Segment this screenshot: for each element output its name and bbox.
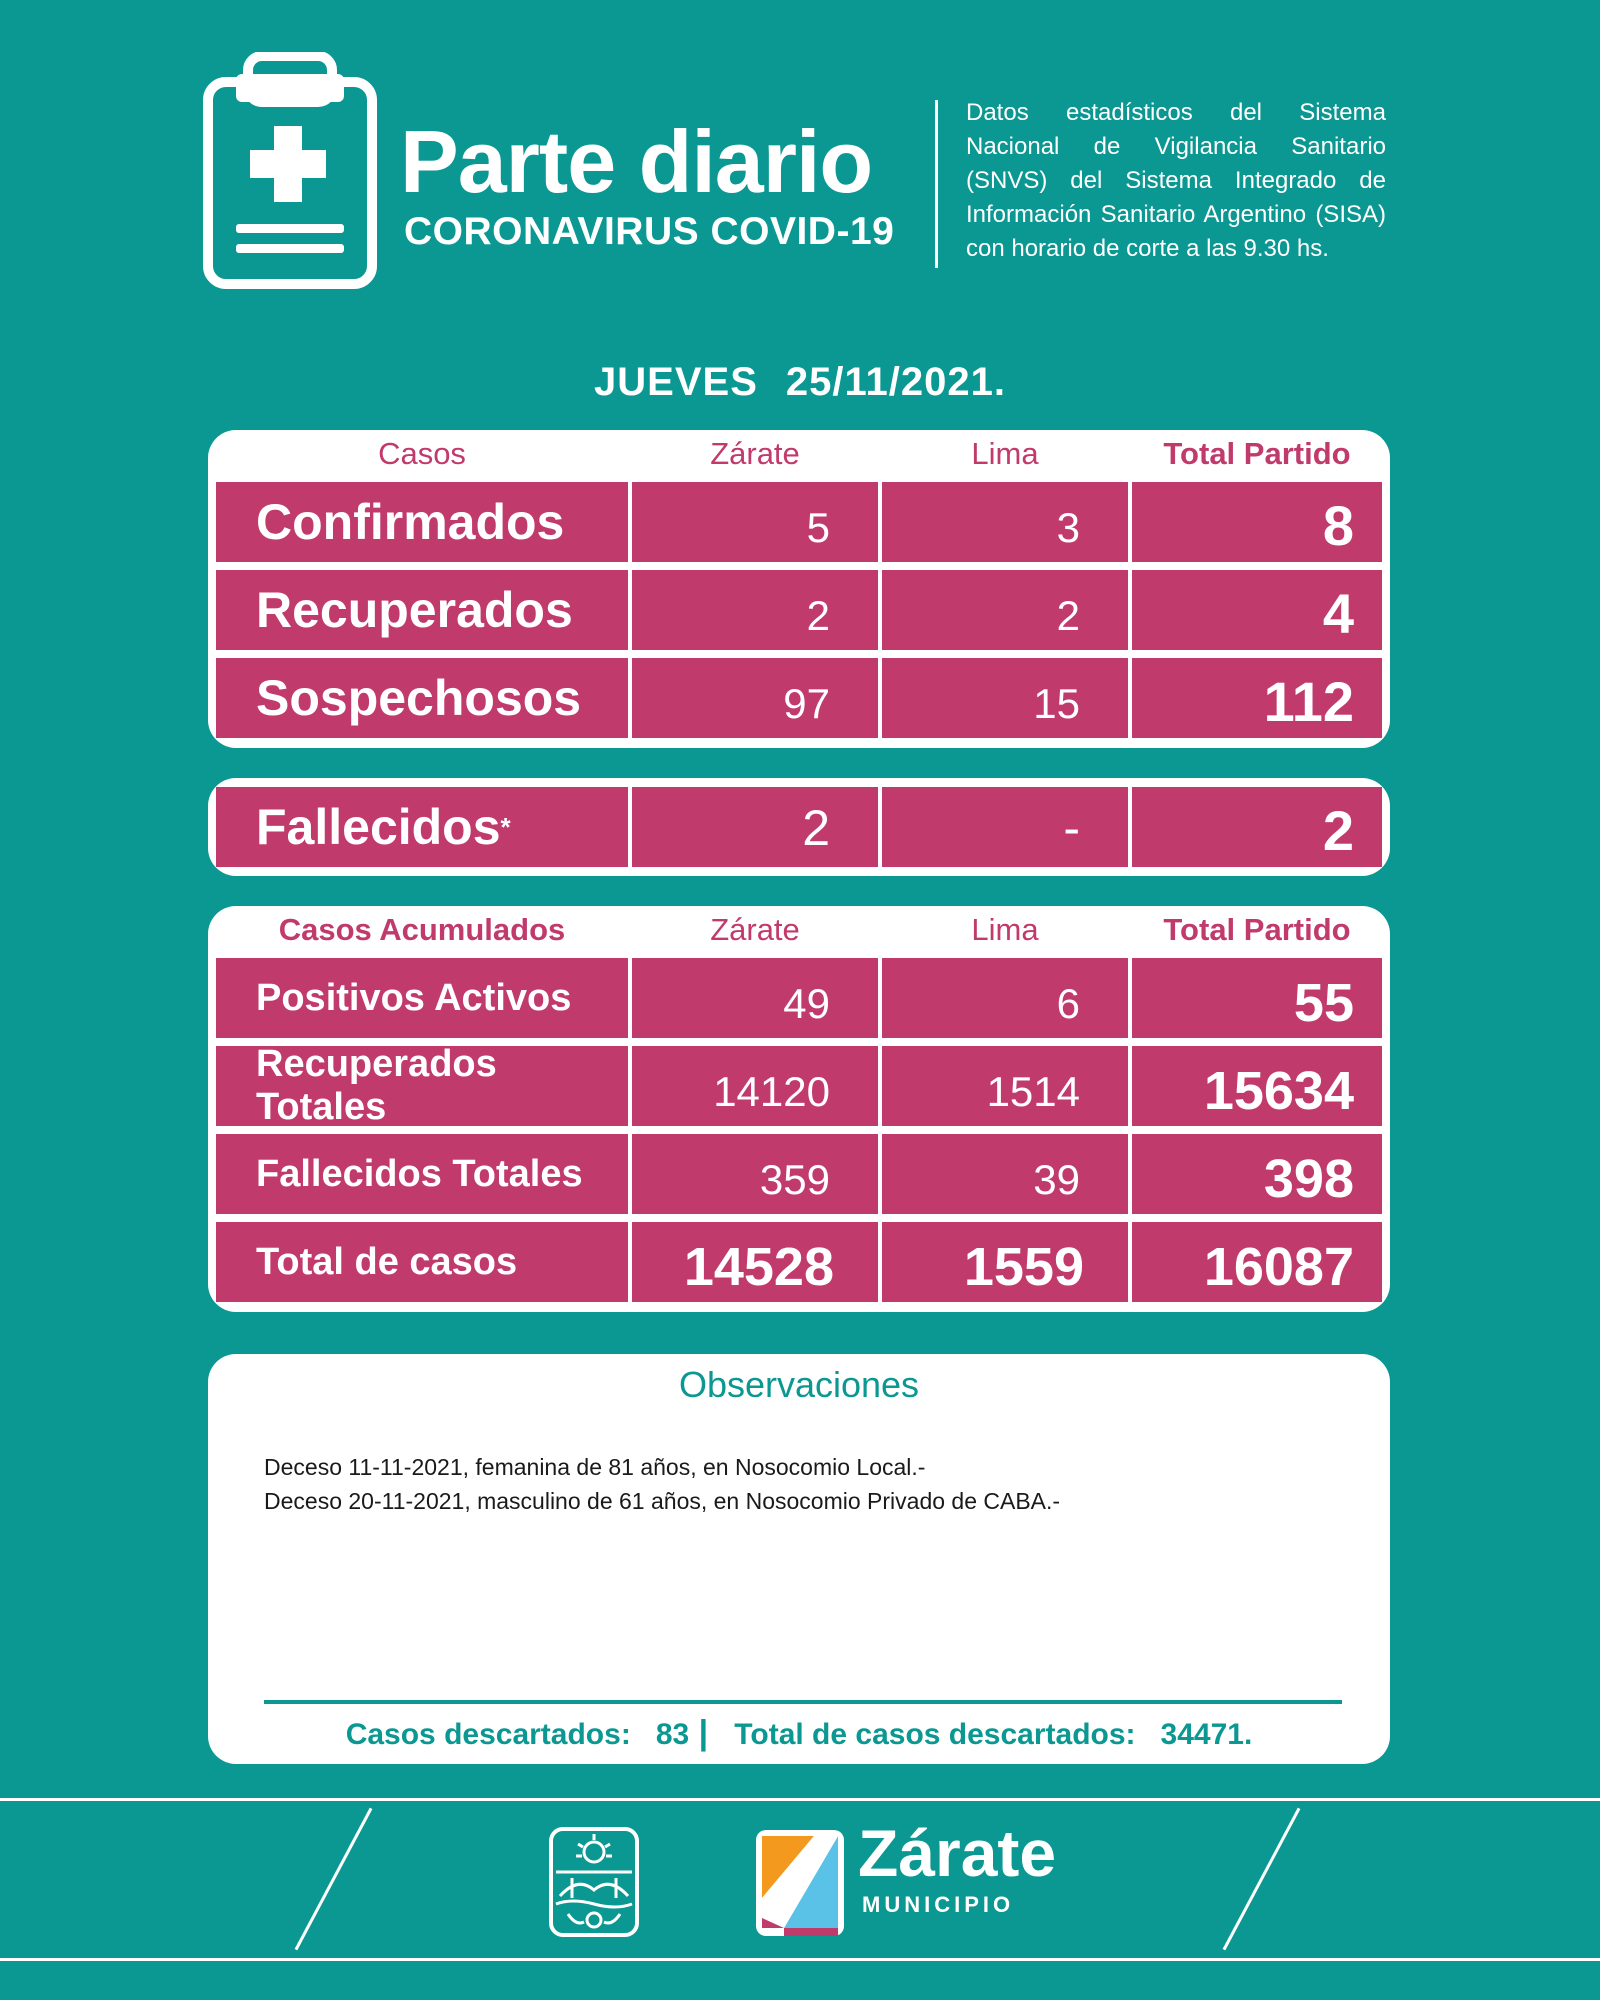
cell-total: 112 [1132, 658, 1382, 738]
cell-lima: 2 [882, 570, 1128, 650]
discarded-value: 83 [655, 1718, 690, 1751]
col-header-lima: Lima [971, 436, 1039, 471]
cell-zarate: 49 [632, 958, 878, 1038]
row-label: Sospechosos [216, 658, 628, 738]
brand-subtitle: MUNICIPIO [862, 1892, 1015, 1917]
cell-total: 55 [1132, 958, 1382, 1038]
cell-lima: - [882, 787, 1128, 867]
cell-lima: 39 [882, 1134, 1128, 1214]
cell-total: 4 [1132, 570, 1382, 650]
cell-zarate: 97 [632, 658, 878, 738]
fallecidos-label: Fallecidos [256, 799, 501, 855]
report-date-value: 25/11/2021. [785, 360, 1006, 404]
col-header-zarate: Zárate [710, 912, 800, 947]
col-header-casos: Casos [378, 436, 466, 471]
footnote-mark: * [500, 811, 511, 842]
header-info-text: Datos estadísticos del Sistema Nacional de Vigilancia Sanitario (SNVS) del Sistema Integrado de Información Sanitario Argentino (SISA) con horario de corte a las 9.30 hs. [966, 99, 1386, 262]
cell-total: 8 [1132, 482, 1382, 562]
observation-line: Deceso 20-11-2021, masculino de 61 años, en Nosocomio Privado de CABA.- [264, 1488, 1061, 1514]
discarded-summary: Casos descartados: 83 | Total de casos descartados: 34471. [345, 1714, 1253, 1752]
footer-diagonal-left [295, 1808, 373, 1951]
cell-lima: 1514 [882, 1046, 1128, 1126]
row-label: Recuperados [216, 570, 628, 650]
daily-cases-table [208, 430, 1390, 748]
row-label: Positivos Activos [216, 958, 628, 1038]
observations-title: Observaciones [678, 1364, 920, 1405]
col-header-total: Total Partido [1163, 436, 1351, 471]
col-header-total: Total Partido [1163, 912, 1351, 947]
row-label: Fallecidos Totales [216, 1134, 628, 1214]
cell-lima: 6 [882, 958, 1128, 1038]
row-label: Confirmados [216, 482, 628, 562]
cell-total: 2 [1132, 787, 1382, 867]
row-label [216, 787, 628, 867]
footer-bottom-line [0, 1958, 1600, 1961]
city-coat-of-arms-icon [548, 1826, 640, 1938]
observation-line: Deceso 11-11-2021, femanina de 81 años, en Nosocomio Local.- [264, 1454, 926, 1480]
col-header-lima: Lima [971, 912, 1039, 947]
footer-top-line [0, 1798, 1600, 1801]
clipboard-medical-icon [200, 52, 380, 292]
accumulated-cases-table [208, 906, 1390, 1312]
deaths-table [208, 778, 1390, 876]
cell-lima: 15 [882, 658, 1128, 738]
footer-diagonal-right [1223, 1808, 1301, 1951]
brand-name: Zárate [858, 1816, 1057, 1890]
row-label: Total de casos [216, 1222, 628, 1302]
report-date [0, 360, 1600, 405]
report-day: JUEVES [594, 360, 758, 404]
observations-divider [264, 1700, 1342, 1704]
page-title: Parte diario [400, 112, 873, 211]
total-discarded-label: Total de casos descartados: [734, 1718, 1136, 1751]
cell-zarate: 2 [632, 570, 878, 650]
cell-total: 398 [1132, 1134, 1382, 1214]
cell-zarate: 14528 [632, 1222, 878, 1302]
cell-total: 16087 [1132, 1222, 1382, 1302]
page-subtitle: CORONAVIRUS COVID-19 [404, 210, 895, 253]
col-header-casos-acumulados: Casos Acumulados [278, 912, 566, 947]
cell-total: 15634 [1132, 1046, 1382, 1126]
cell-lima: 1559 [882, 1222, 1128, 1302]
total-discarded-value: 34471. [1160, 1718, 1253, 1751]
cell-lima: 3 [882, 482, 1128, 562]
observations-panel [208, 1354, 1390, 1764]
cell-zarate: 14120 [632, 1046, 878, 1126]
header-divider [935, 100, 938, 268]
cell-zarate: 359 [632, 1134, 878, 1214]
col-header-zarate: Zárate [710, 436, 800, 471]
zarate-brand-logo-icon [754, 1828, 846, 1938]
cell-zarate: 5 [632, 482, 878, 562]
cell-zarate: 2 [632, 787, 878, 867]
row-label: Recuperados Totales [216, 1046, 628, 1126]
discarded-label: Casos descartados: [345, 1718, 631, 1751]
